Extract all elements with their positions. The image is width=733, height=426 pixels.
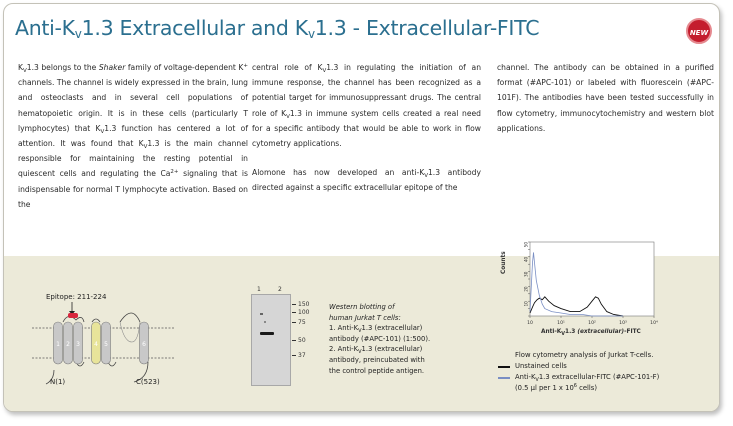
x-tick-label: 10¹: [557, 321, 565, 326]
helix-label-6: 6: [142, 341, 146, 348]
legend-fitc-dose: (0.5 µl per 1 x $10^6$ cells): [515, 383, 598, 392]
chart-x-label: Anti-$K_V1.3$ (extracellular)-FITC: [541, 329, 641, 338]
marker-tick: [292, 322, 296, 323]
channel-topology-diagram: [24, 286, 184, 386]
helix-label-4: 4: [94, 341, 98, 348]
marker-tick: [292, 304, 296, 305]
text-column-2: [252, 60, 481, 196]
y-tick-label: 50: [523, 242, 529, 248]
legend-swatch-fitc: [498, 377, 510, 379]
flow-cytometry-chart: [500, 236, 660, 336]
western-blot-image: [251, 294, 291, 386]
paragraph: channel. The antibody can be obtained in a purified format (#APC-101) or labeled with fluorescein (#APC-101F). The antibodies have been tested successfully in flow cytometry, immunocytochemistry and western blot applications.: [497, 63, 714, 133]
text-column-3: [497, 60, 714, 136]
page-title: Anti-$K_v1.3$ Extracellular and $K_v1.3$ - Extracellular-FITC: [15, 16, 540, 41]
legend-fitc: Anti-$K_V1.3$ extracellular-FITC (#APC-101-F): [515, 373, 660, 383]
epitope-mark: [68, 313, 78, 318]
helix-label-2: 2: [66, 341, 70, 348]
y-tick-label: 20: [523, 286, 529, 292]
chart-y-label: Counts: [501, 251, 507, 274]
y-tick-label: 40: [523, 256, 529, 263]
paragraph: Alomone has now developed an anti-$K_V1.3$ antibody directed against a specific extracellular epitope of the: [252, 168, 481, 193]
y-tick-label: 30: [523, 271, 529, 277]
marker-tick: [292, 312, 296, 313]
lane-label-1: 1: [257, 286, 261, 293]
marker-label: 37: [298, 352, 306, 359]
helix-label-1: 1: [56, 341, 60, 348]
marker-label: 150: [298, 301, 310, 308]
product-card: [3, 3, 720, 412]
marker-tick: [292, 340, 296, 341]
new-badge: NEW: [686, 18, 712, 44]
x-tick-label: 10²: [588, 321, 596, 326]
western-caption: Western blotting of human Jurkat T cells: 1. Anti-$K_V1.3$ (extracellular) antibody (#APC-101) (1:500). 2. Anti-$K_V1.3$ (extracellular) antibody, preincubated with the control peptide antigen.: [329, 303, 431, 375]
n-terminus-label: N(1): [50, 378, 66, 386]
c-terminus-label: C(523): [136, 378, 160, 386]
plot-frame: [530, 242, 654, 316]
marker-tick: [292, 355, 296, 356]
legend-swatch-unstained: [498, 366, 510, 368]
epitope-label: Epitope: 211-224: [46, 293, 107, 301]
marker-label: 75: [298, 319, 306, 326]
helix-label-5: 5: [104, 341, 108, 348]
lane-label-2: 2: [278, 286, 282, 293]
text-column-1: [18, 60, 248, 212]
marker-label: 100: [298, 309, 310, 316]
y-tick-label: 10: [523, 301, 529, 307]
x-tick-label: 10³: [619, 321, 627, 326]
paragraph: central role of $K_V1.3$ in regulating the initiation of an immune response, the channel has been recognized as a potential target for immunosuppressant drugs. The central role of $K_V1.3$ in immune system cells created a real need for a specific antibody that would be able to work in flow cytometry applications.: [252, 63, 482, 149]
x-tick-label: 10⁴: [650, 321, 658, 326]
flow-caption-title: Flow cytometry analysis of Jurkat T-cells.: [515, 351, 654, 359]
marker-label: 50: [298, 337, 306, 344]
legend-unstained: Unstained cells: [515, 362, 567, 370]
helix-label-3: 3: [76, 341, 80, 348]
x-tick-label: 10: [527, 321, 533, 326]
paragraph: $K_V1.3$ belongs to the Shaker family of voltage-dependent K+ channels. The channel is widely expressed in the brain, lung and osteoclasts and in several cell populations of hematopoietic origin. It is in these cells (particularly T lymphocytes) that $K_V1.3$ function has centered a lot of attention. It was found that $K_V1.3$ is the main channel responsible for maintaining the resting potential in quiescent cells and regulating the $Ca^{2+}$ signaling that is indispensable for normal T lymphocyte activation. Based on the: [18, 63, 248, 209]
